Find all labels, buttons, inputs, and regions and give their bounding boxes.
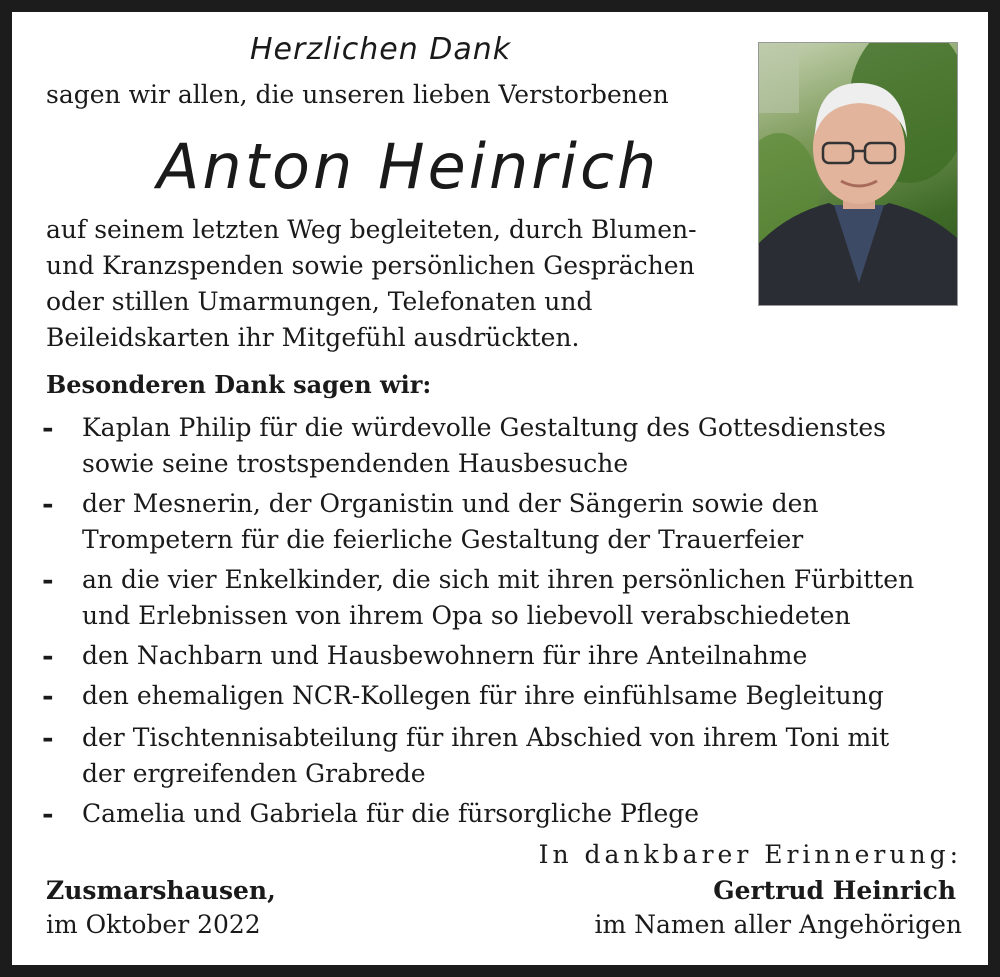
- list-item-line: sowie seine trostspendenden Hausbesuche: [82, 449, 629, 478]
- signer-subtitle: im Namen aller Angehörigen: [594, 910, 962, 939]
- dash-bullet: -: [42, 487, 54, 520]
- closing-text: In dankbarer Erinnerung:: [538, 840, 962, 869]
- list-item-line: der ergreifenden Grabrede: [82, 759, 426, 788]
- dash-bullet: -: [42, 411, 54, 444]
- list-item-line: Camelia und Gabriela für die fürsorgliche Pflege: [82, 799, 700, 828]
- intro-text: sagen wir allen, die unseren lieben Verstorbenen: [46, 80, 669, 109]
- list-item-line: der Tischtennisabteilung für ihren Abschied von ihrem Toni mit: [82, 723, 890, 752]
- body-line: und Kranzspenden sowie persönlichen Gesprächen: [46, 251, 695, 280]
- list-item-line: an die vier Enkelkinder, die sich mit ihren persönlichen Fürbitten: [82, 565, 915, 594]
- date: im Oktober 2022: [46, 910, 261, 939]
- heading: Herzlichen Dank: [250, 32, 512, 67]
- obituary-card: [12, 12, 988, 965]
- portrait-illustration: [759, 43, 957, 305]
- body-line: auf seinem letzten Weg begleiteten, durch Blumen-: [46, 215, 697, 244]
- dash-bullet: -: [42, 563, 54, 596]
- list-item-line: Trompetern für die feierliche Gestaltung der Trauerfeier: [82, 525, 804, 554]
- deceased-name: Anton Heinrich: [157, 130, 660, 203]
- dash-bullet: -: [42, 639, 54, 672]
- portrait-photo: [758, 42, 958, 306]
- place: Zusmarshausen,: [46, 876, 276, 905]
- dash-bullet: -: [42, 679, 54, 712]
- list-item-line: den Nachbarn und Hausbewohnern für ihre Anteilnahme: [82, 641, 808, 670]
- dash-bullet: -: [42, 797, 54, 830]
- body-line: oder stillen Umarmungen, Telefonaten und: [46, 287, 593, 316]
- special-thanks-heading: Besonderen Dank sagen wir:: [46, 370, 432, 399]
- list-item-line: den ehemaligen NCR-Kollegen für ihre einfühlsame Begleitung: [82, 681, 884, 710]
- list-item-line: und Erlebnissen von ihrem Opa so liebevoll verabschiedeten: [82, 601, 851, 630]
- list-item-line: der Mesnerin, der Organistin und der Sängerin sowie den: [82, 489, 819, 518]
- body-text: [46, 212, 746, 356]
- list-item-line: Kaplan Philip für die würdevolle Gestaltung des Gottesdienstes: [82, 413, 886, 442]
- signer-name: Gertrud Heinrich: [713, 876, 956, 905]
- body-line: Beileidskarten ihr Mitgefühl ausdrückten.: [46, 323, 580, 352]
- dash-bullet: -: [42, 721, 54, 754]
